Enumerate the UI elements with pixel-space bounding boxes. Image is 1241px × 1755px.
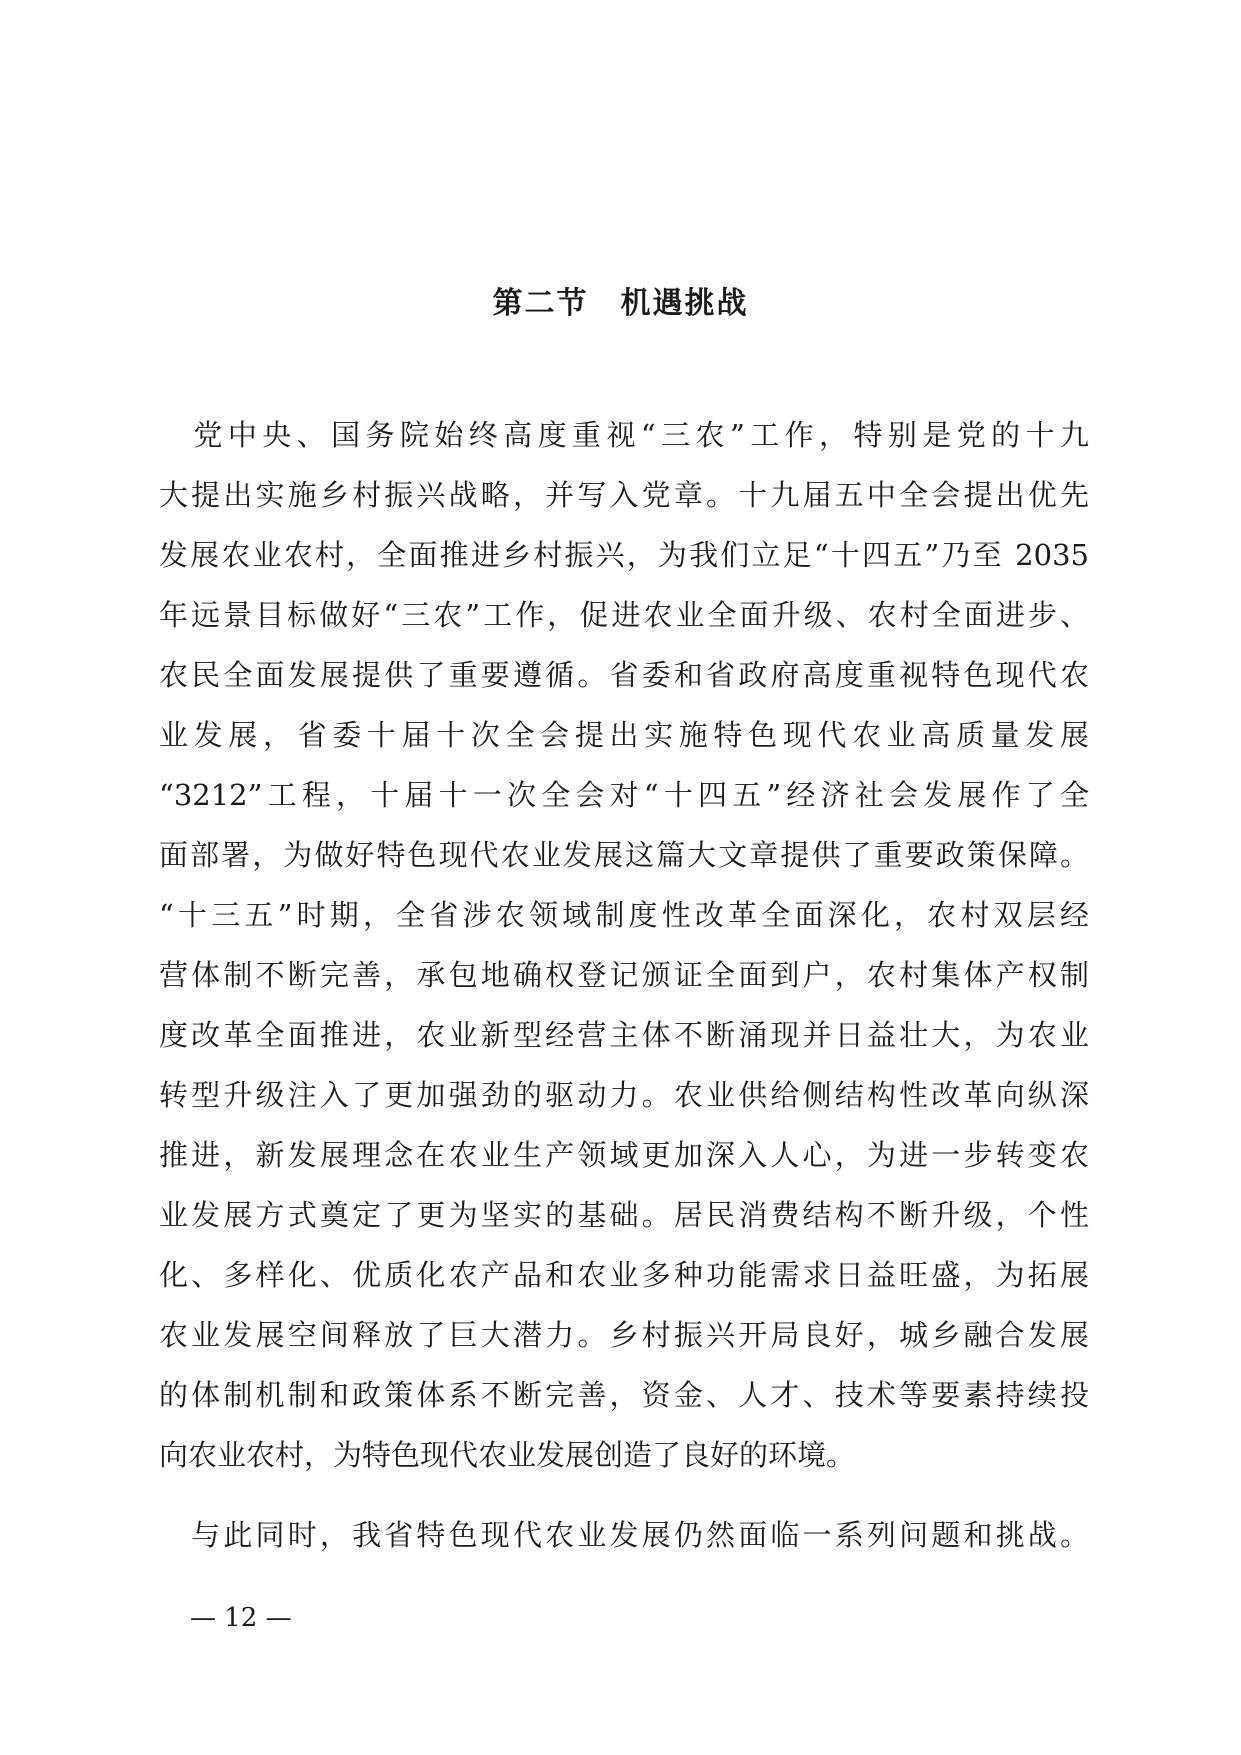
text-line: 党中央、国务院始终高度重视“三农”工作，特别是党的十九 (159, 418, 1089, 452)
text-line: 业发展方式奠定了更为坚实的基础。居民消费结构不断升级，个性 (159, 1198, 1089, 1232)
text-line: 农业发展空间释放了巨大潜力。乡村振兴开局良好，城乡融合发展 (159, 1318, 1089, 1352)
text-line: 化、多样化、优质化农产品和农业多种功能需求日益旺盛，为拓展 (159, 1258, 1089, 1292)
text-line: 向农业农村，为特色现代农业发展创造了良好的环境。 (159, 1438, 856, 1472)
text-line: 转型升级注入了更加强劲的驱动力。农业供给侧结构性改革向纵深 (159, 1078, 1089, 1112)
text-line: “十三五”时期，全省涉农领域制度性改革全面深化，农村双层经 (159, 898, 1089, 932)
text-line: 年远景目标做好“三农”工作，促进农业全面升级、农村全面进步、 (159, 598, 1089, 632)
text-line: 推进，新发展理念在农业生产领域更加深入人心，为进一步转变农 (159, 1138, 1089, 1172)
text-line: 业发展，省委十届十次全会提出实施特色现代农业高质量发展 (159, 718, 1089, 752)
text-line: 度改革全面推进，农业新型经营主体不断涌现并日益壮大，为农业 (159, 1018, 1089, 1052)
body-text (159, 405, 1089, 1565)
section-title: 第二节 机遇挑战 (492, 286, 749, 321)
text-line: 面部署，为做好特色现代农业发展这篇大文章提供了重要政策保障。 (159, 838, 1089, 872)
text-line: 的体制机制和政策体系不断完善，资金、人才、技术等要素持续投 (159, 1378, 1089, 1412)
text-line: 发展农业农村，全面推进乡村振兴，为我们立足“十四五”乃至 2035 (159, 538, 1089, 572)
text-line: “3212”工程，十届十一次全会对“十四五”经济社会发展作了全 (159, 778, 1089, 812)
text-line: 大提出实施乡村振兴战略，并写入党章。十九届五中全会提出优先 (159, 478, 1089, 512)
text-line: 营体制不断完善，承包地确权登记颁证全面到户，农村集体产权制 (159, 958, 1089, 992)
text-line: 与此同时，我省特色现代农业发展仍然面临一系列问题和挑战。 (159, 1518, 1089, 1552)
paragraph-2 (159, 1505, 1089, 1565)
paragraph-1 (159, 405, 1089, 1485)
page-number: — 12 — (190, 1603, 292, 1633)
text-line: 农民全面发展提供了重要遵循。省委和省政府高度重视特色现代农 (159, 658, 1089, 692)
